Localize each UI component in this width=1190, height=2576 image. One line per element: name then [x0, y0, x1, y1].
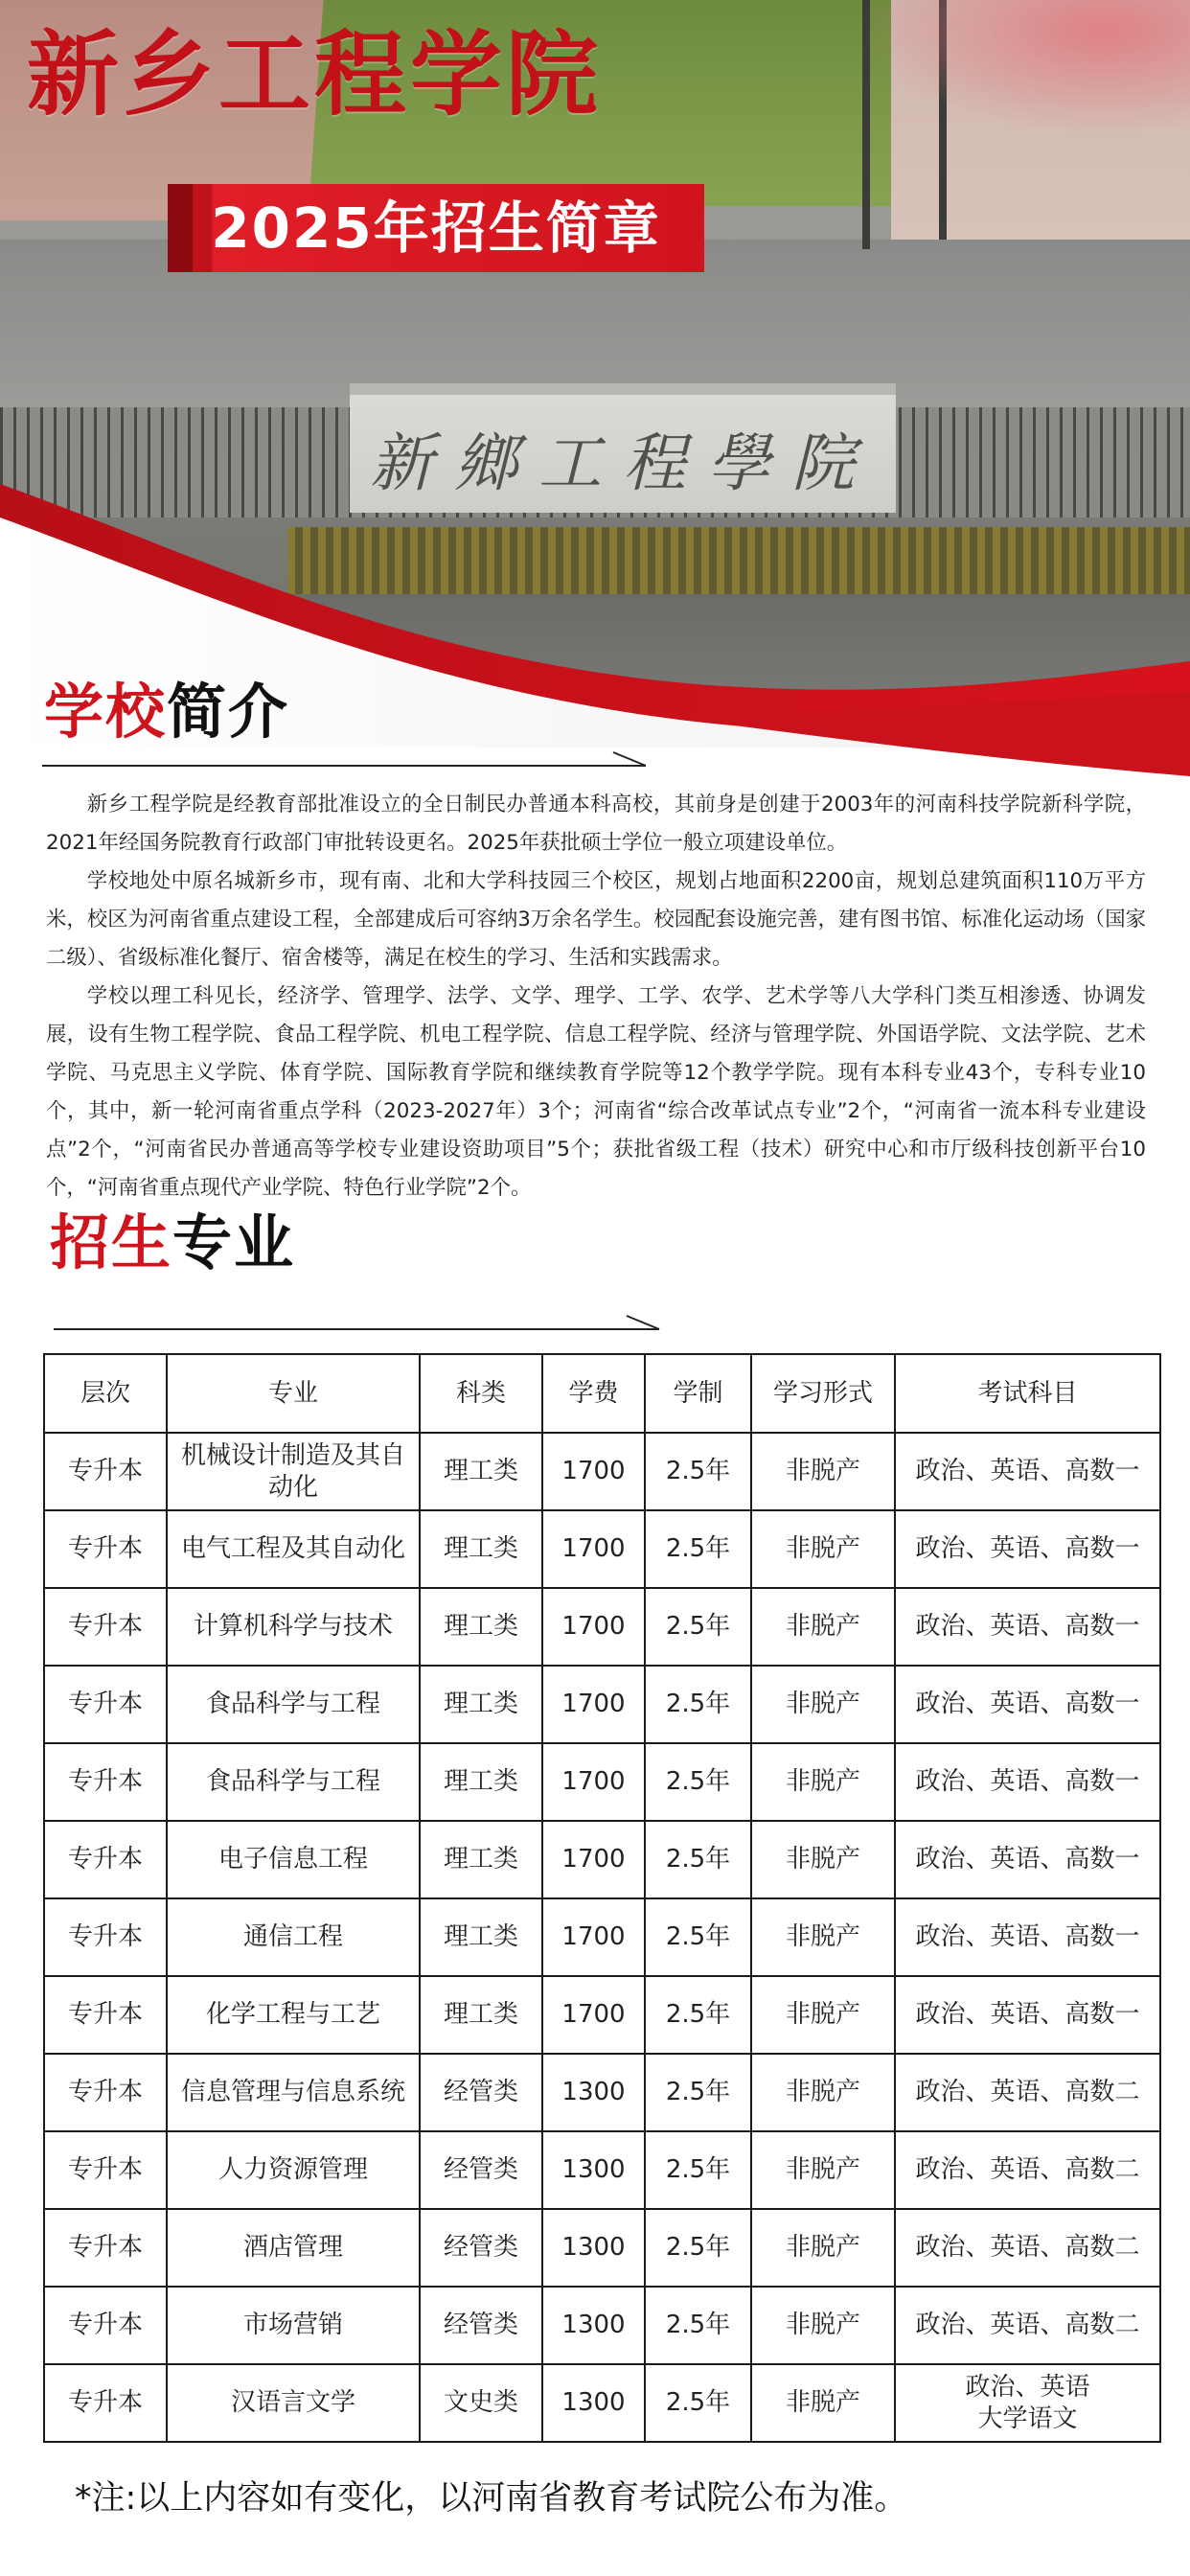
major-cell: 汉语言文学 [167, 2364, 420, 2442]
exam-subjects-cell: 政治、英语、高数一 [895, 1743, 1160, 1821]
exam-subjects-cell: 政治、英语、高数一 [895, 1821, 1160, 1898]
major-cell: 通信工程 [167, 1898, 420, 1976]
tuition-cell: 1700 [542, 1510, 645, 1588]
category-cell: 理工类 [420, 1743, 542, 1821]
major-cell: 电气工程及其自动化 [167, 1510, 420, 1588]
duration-cell: 2.5年 [645, 2364, 751, 2442]
table-row [44, 1821, 1160, 1898]
exam-subjects-cell: 政治、英语、高数一 [895, 1588, 1160, 1666]
level-cell: 专升本 [44, 2209, 167, 2287]
exam-subjects-cell: 政治、英语、高数一 [895, 1666, 1160, 1743]
duration-cell: 2.5年 [645, 2209, 751, 2287]
study-mode-cell: 非脱产 [751, 1433, 895, 1510]
level-cell: 专升本 [44, 1510, 167, 1588]
campus-gate-photo [0, 0, 1190, 748]
duration-cell: 2.5年 [645, 1588, 751, 1666]
category-cell: 理工类 [420, 1898, 542, 1976]
exam-subjects-cell: 政治、英语、高数一 [895, 1510, 1160, 1588]
tuition-cell: 1700 [542, 1976, 645, 2054]
school-name-title: 新乡工程学院 [27, 21, 602, 128]
column-header-exam-subjects: 考试科目 [895, 1354, 1160, 1433]
table-row [44, 2364, 1160, 2442]
tuition-cell: 1700 [542, 1666, 645, 1743]
column-header-study-mode: 学习形式 [751, 1354, 895, 1433]
level-cell: 专升本 [44, 1898, 167, 1976]
table-row [44, 1588, 1160, 1666]
column-header-major: 专业 [167, 1354, 420, 1433]
table-row [44, 1510, 1160, 1588]
category-cell: 理工类 [420, 1976, 542, 2054]
column-header-level: 层次 [44, 1354, 167, 1433]
gate-calligraphy: 新鄉工程學院 [370, 426, 876, 500]
study-mode-cell: 非脱产 [751, 2209, 895, 2287]
majors-table [43, 1353, 1161, 2443]
duration-cell: 2.5年 [645, 1821, 751, 1898]
study-mode-cell: 非脱产 [751, 1588, 895, 1666]
study-mode-cell: 非脱产 [751, 1743, 895, 1821]
level-cell: 专升本 [44, 2131, 167, 2209]
tuition-cell: 1700 [542, 1743, 645, 1821]
intro-title-black: 简介 [167, 677, 290, 747]
duration-cell: 2.5年 [645, 2054, 751, 2131]
intro-paragraph: 新乡工程学院是经教育部批准设立的全日制民办普通本科高校，其前身是创建于2003年的河南科技学院新科学院，2021年经国务院教育行政部门审批转设更名。2025年获批硕士学位一般立项建设单位。 [46, 793, 1146, 855]
tuition-cell: 1300 [542, 2131, 645, 2209]
major-cell: 机械设计制造及其自动化 [167, 1433, 420, 1510]
study-mode-cell: 非脱产 [751, 1666, 895, 1743]
exam-subjects-cell: 政治、英语、高数二 [895, 2209, 1160, 2287]
level-cell: 专升本 [44, 1433, 167, 1510]
category-cell: 理工类 [420, 1588, 542, 1666]
table-row [44, 1976, 1160, 2054]
major-cell: 人力资源管理 [167, 2131, 420, 2209]
study-mode-cell: 非脱产 [751, 1510, 895, 1588]
level-cell: 专升本 [44, 1666, 167, 1743]
major-cell: 信息管理与信息系统 [167, 2054, 420, 2131]
exam-subjects-cell: 政治、英语、高数二 [895, 2054, 1160, 2131]
table-row [44, 1743, 1160, 1821]
majors-section-title [50, 1208, 296, 1277]
school-introduction [46, 786, 1146, 1208]
column-header-category: 科类 [420, 1354, 542, 1433]
exam-subjects-cell: 政治、英语 大学语文 [895, 2364, 1160, 2442]
study-mode-cell: 非脱产 [751, 2287, 895, 2364]
majors-title-underline [54, 1313, 667, 1336]
intro-title-red: 学校 [44, 677, 168, 747]
level-cell: 专升本 [44, 2054, 167, 2131]
tuition-cell: 1700 [542, 1821, 645, 1898]
category-cell: 理工类 [420, 1510, 542, 1588]
intro-paragraph: 学校地处中原名城新乡市，现有南、北和大学科技园三个校区，规划占地面积2200亩，规划总建筑面积110万平方米，校区为河南省重点建设工程，全部建成后可容纳3万余名学生。校园配套设施完善，建有图书馆、标准化运动场（国家二级）、省级标准化餐厅、宿舍楼等，满足在校生的学习、生活和实践需求。 [46, 869, 1146, 970]
tuition-cell: 1300 [542, 2364, 645, 2442]
tuition-cell: 1300 [542, 2054, 645, 2131]
exam-subjects-cell: 政治、英语、高数一 [895, 1898, 1160, 1976]
study-mode-cell: 非脱产 [751, 2364, 895, 2442]
study-mode-cell: 非脱产 [751, 1898, 895, 1976]
duration-cell: 2.5年 [645, 1433, 751, 1510]
study-mode-cell: 非脱产 [751, 2131, 895, 2209]
exam-subjects-cell: 政治、英语、高数一 [895, 1433, 1160, 1510]
footnote: *注:以上内容如有变化，以河南省教育考试院公布为准。 [75, 2479, 908, 2518]
level-cell: 专升本 [44, 1743, 167, 1821]
study-mode-cell: 非脱产 [751, 1976, 895, 2054]
table-row [44, 1433, 1160, 1510]
duration-cell: 2.5年 [645, 1976, 751, 2054]
category-cell: 理工类 [420, 1433, 542, 1510]
major-cell: 市场营销 [167, 2287, 420, 2364]
table-row [44, 2209, 1160, 2287]
major-cell: 化学工程与工艺 [167, 1976, 420, 2054]
major-cell: 电子信息工程 [167, 1821, 420, 1898]
tuition-cell: 1300 [542, 2287, 645, 2364]
duration-cell: 2.5年 [645, 1510, 751, 1588]
tuition-cell: 1300 [542, 2209, 645, 2287]
level-cell: 专升本 [44, 1976, 167, 2054]
table-header-row [44, 1354, 1160, 1433]
exam-subjects-cell: 政治、英语、高数二 [895, 2287, 1160, 2364]
duration-cell: 2.5年 [645, 1743, 751, 1821]
tuition-cell: 1700 [542, 1433, 645, 1510]
category-cell: 经管类 [420, 2209, 542, 2287]
category-cell: 经管类 [420, 2054, 542, 2131]
duration-cell: 2.5年 [645, 2131, 751, 2209]
major-cell: 酒店管理 [167, 2209, 420, 2287]
exam-subjects-cell: 政治、英语、高数二 [895, 2131, 1160, 2209]
table-row [44, 2054, 1160, 2131]
study-mode-cell: 非脱产 [751, 1821, 895, 1898]
intro-section-title [44, 677, 290, 747]
column-header-duration: 学制 [645, 1354, 751, 1433]
level-cell: 专升本 [44, 2364, 167, 2442]
level-cell: 专升本 [44, 2287, 167, 2364]
tuition-cell: 1700 [542, 1588, 645, 1666]
intro-title-underline [42, 749, 655, 772]
column-header-tuition: 学费 [542, 1354, 645, 1433]
table-row [44, 1666, 1160, 1743]
tuition-cell: 1700 [542, 1898, 645, 1976]
duration-cell: 2.5年 [645, 1898, 751, 1976]
table-row [44, 2131, 1160, 2209]
category-cell: 理工类 [420, 1666, 542, 1743]
majors-title-black: 专业 [172, 1208, 296, 1277]
major-cell: 食品科学与工程 [167, 1743, 420, 1821]
intro-paragraph: 学校以理工科见长，经济学、管理学、法学、文学、理学、工学、农学、艺术学等八大学科门类互相渗透、协调发展，设有生物工程学院、食品工程学院、机电工程学院、信息工程学院、经济与管理学院、外国语学院、文法学院、艺术学院、马克思主义学院、体育学院、国际教育学院和继续教育学院等12个教学学院。现有本科专业43个，专科专业10个，其中，新一轮河南省重点学科（2023-2027年）3个；河南省“综合改革试点专业”2个，“河南省一流本科专业建设点”2个，“河南省民办普通高等学校专业建设资助项目”5个；获批省级工程（技术）研究中心和市厅级科技创新平台10个，“河南省重点现代产业学院、特色行业学院”2个。 [46, 984, 1146, 1200]
major-cell: 计算机科学与技术 [167, 1588, 420, 1666]
majors-title-red: 招生 [50, 1208, 173, 1277]
duration-cell: 2.5年 [645, 1666, 751, 1743]
duration-cell: 2.5年 [645, 2287, 751, 2364]
category-cell: 经管类 [420, 2131, 542, 2209]
study-mode-cell: 非脱产 [751, 2054, 895, 2131]
category-cell: 经管类 [420, 2287, 542, 2364]
category-cell: 理工类 [420, 1821, 542, 1898]
majors-table-body [44, 1433, 1160, 2442]
majors-table-wrapper [43, 1353, 1159, 2443]
level-cell: 专升本 [44, 1821, 167, 1898]
level-cell: 专升本 [44, 1588, 167, 1666]
exam-subjects-cell: 政治、英语、高数一 [895, 1976, 1160, 2054]
table-row [44, 1898, 1160, 1976]
table-row [44, 2287, 1160, 2364]
category-cell: 文史类 [420, 2364, 542, 2442]
major-cell: 食品科学与工程 [167, 1666, 420, 1743]
admission-brochure-banner: 2025年招生简章 [168, 184, 704, 272]
